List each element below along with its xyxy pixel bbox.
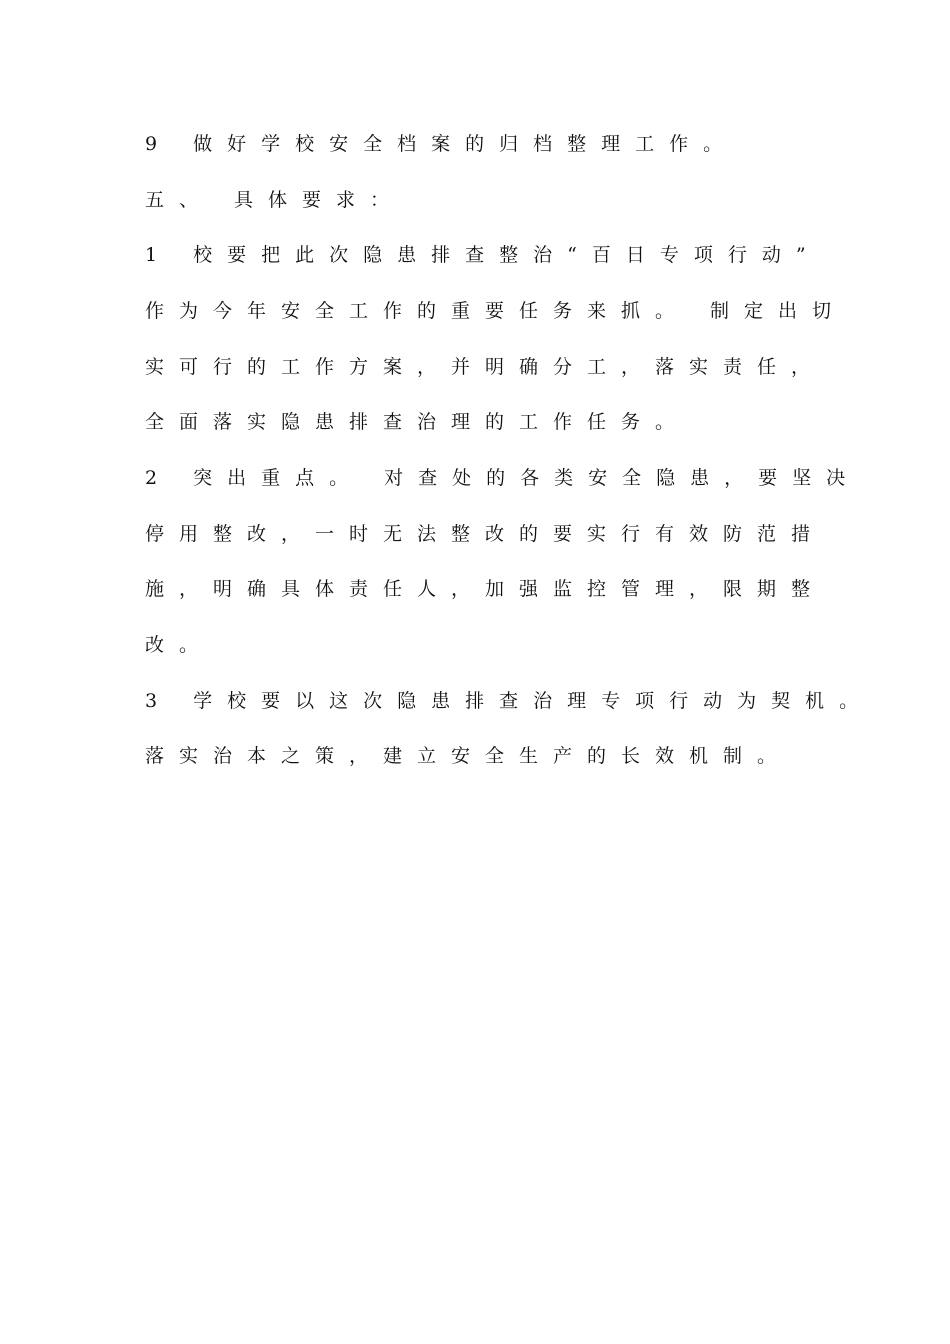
text-line-item1-a: 1 校要把此次隐患排查整治“百日专项行动” [145,244,821,266]
text-line-item1-c: 实可行的工作方案，并明确分工，落实责任， [145,356,826,378]
text-line-item3-b: 落实治本之策，建立安全生产的长效机制。 [145,745,792,767]
text-line-item3-a: 3 学校要以这次隐患排查治理专项行动为契机。 [145,690,874,712]
text-line-item1-d: 全面落实隐患排查治理的工作任务。 [145,411,690,433]
text-line-item2-b: 停用整改，一时无法整改的要实行有效防范措 [145,523,826,545]
text-line-item2-a: 2 突出重点。 对查处的各类安全隐患，要坚决 [145,467,861,489]
text-line-item1-b: 作为今年安全工作的重要任务来抓。 制定出切 [145,300,847,322]
text-line-item2-c: 施，明确具体责任人，加强监控管理，限期整 [145,578,826,600]
text-line-item2-d: 改。 [145,634,214,656]
section-heading-requirements: 五、 具体要求： [145,189,405,211]
text-line-archive-work: 9 做好学校安全档案的归档整理工作。 [145,133,738,155]
